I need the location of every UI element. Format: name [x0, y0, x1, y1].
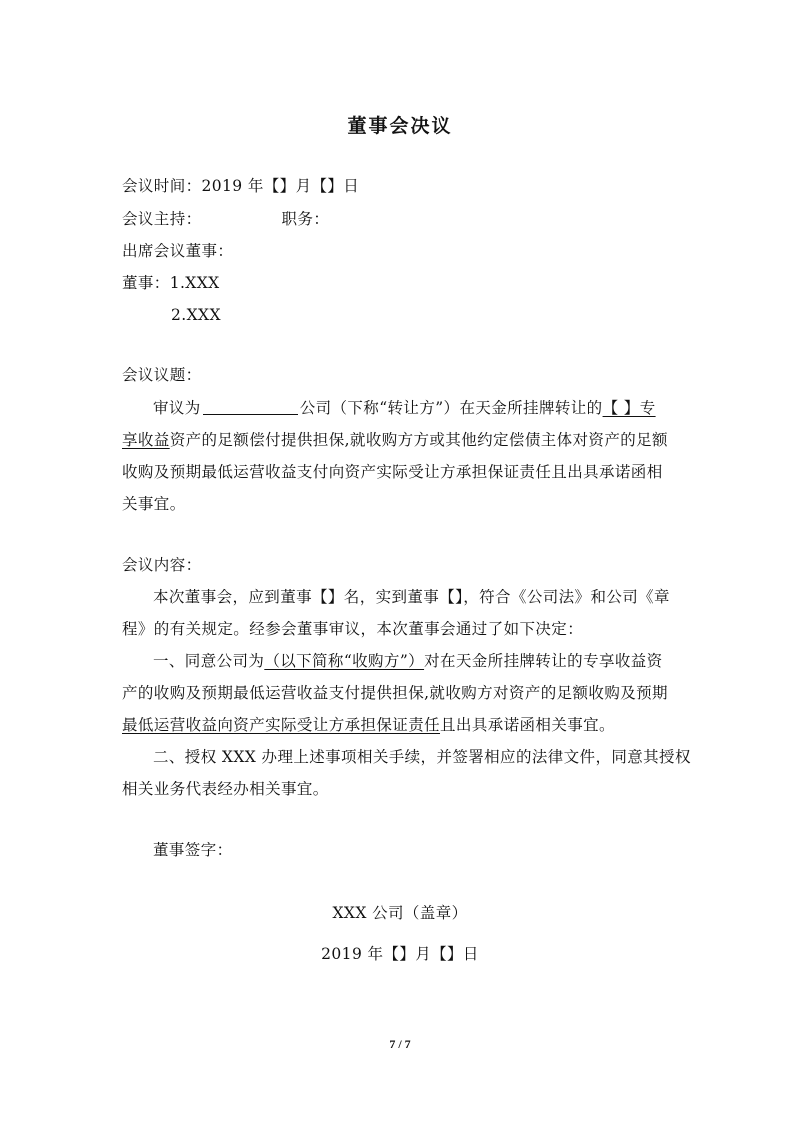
director-1: 董事：1.XXX [122, 274, 220, 292]
content-text: 且出具承诺函相关事宜。 [440, 716, 615, 734]
content-p1-line-1: 本次董事会，应到董事【】名，实到董事【】，符合《公司法》和公司《章 [153, 588, 670, 606]
agenda-line-3: 收购及预期最低运营收益支付向资产实际受让方承担保证责任且出具承诺函相 [122, 463, 663, 481]
content-underlined-text: 最低运营收益向资产实际受让方承担保证责任 [122, 716, 441, 734]
agenda-text: 审议为 [153, 399, 201, 417]
signature-label: 董事签字： [153, 841, 233, 859]
agenda-label: 会议议题： [122, 366, 202, 384]
agenda-text: 额 [652, 431, 668, 449]
agenda-underlined-text: 【 】专 [602, 399, 656, 417]
content-text: 一、同意公司为 [153, 652, 265, 670]
content-p3-line-2: 相关业务代表经办相关事宜。 [122, 780, 329, 798]
content-label: 会议内容： [122, 556, 202, 574]
director-2: 2.XXX [171, 306, 221, 324]
content-p1-line-2: 程》的有关规定。经参会董事审议，本次董事会通过了如下决定： [122, 620, 584, 638]
attendees-label: 出席会议董事： [122, 242, 234, 260]
document-title: 董事会决议 [347, 115, 453, 137]
agenda-underlined-text: 享收益 [122, 431, 170, 449]
content-text: 对在天金所挂牌转让的专享收益资 [424, 652, 663, 670]
agenda-line-4: 关事宜。 [122, 495, 186, 513]
company-seal: XXX 公司（盖章） [332, 904, 468, 922]
meeting-time: 会议时间：2019 年【】月【】日 [122, 177, 360, 195]
position-label: 职务： [281, 210, 330, 228]
meeting-host [122, 209, 329, 229]
content-p2-line-2: 产的收购及预期最低运营收益支付提供担保,就收购方对资产的足额收购及预期 [122, 684, 668, 702]
agenda-line-2 [122, 430, 668, 450]
agenda-text: 公司（下称“转让方”）在天金所挂牌转让的 [299, 399, 603, 417]
company-name-blank [203, 399, 298, 415]
agenda-text: 资产的足额偿付提供担保,就收购方方或其他约定偿债主体对资产的足 [169, 431, 653, 449]
content-p2-line-3 [122, 715, 615, 735]
host-label: 会议主持： [122, 210, 202, 228]
content-p3-line-1: 二、授权 XXX 办理上述事项相关手续，并签署相应的法律文件，同意其授权 [153, 748, 691, 766]
content-underlined-text: （以下简称“收购方”） [264, 652, 425, 670]
sign-date: 2019 年【】月【】日 [321, 945, 479, 963]
agenda-line-1 [153, 398, 656, 418]
content-p2-line-1 [153, 651, 663, 671]
page-number: 7 / 7 [389, 1037, 411, 1051]
